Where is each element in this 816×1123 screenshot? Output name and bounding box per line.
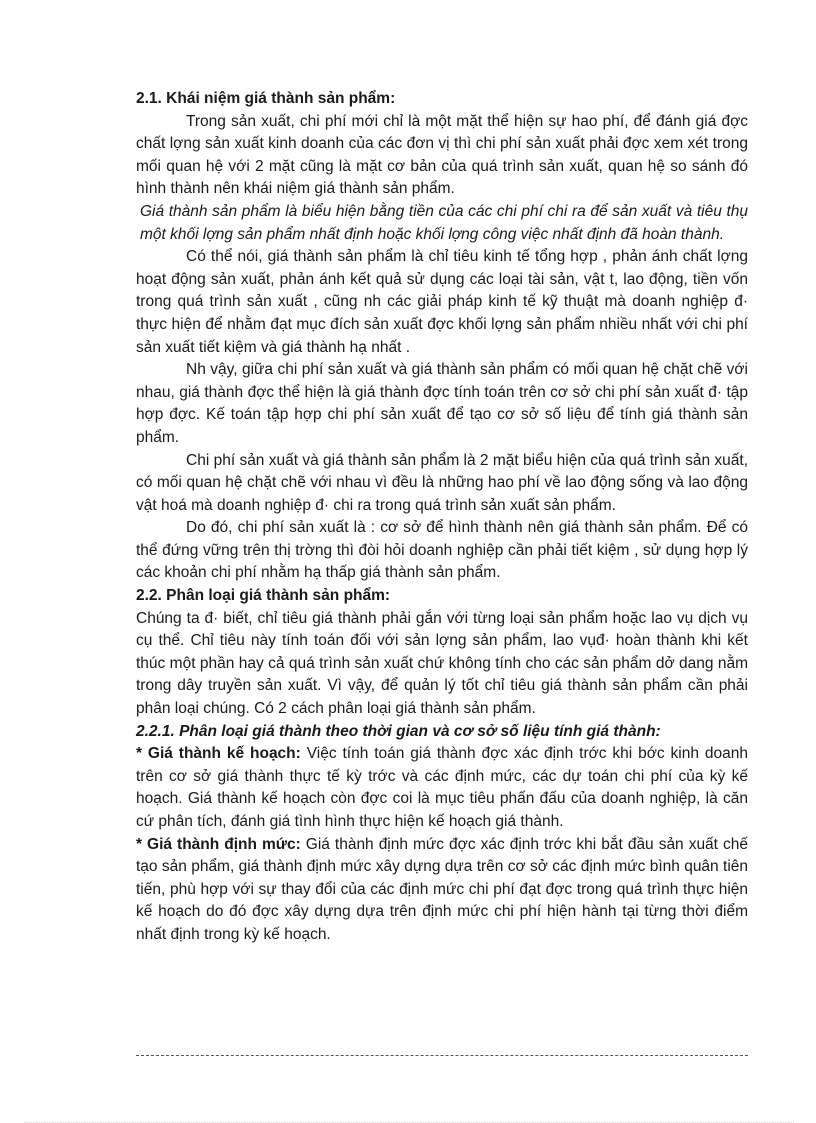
- term-label: * Giá thành định mức:: [136, 835, 301, 853]
- section-heading-2-1: 2.1. Khái niệm giá thành sản phẩm:: [136, 90, 396, 107]
- paragraph: Do đó, chi phí sản xuất là : cơ sở để hình thành nên giá thành sản phẩm. Để có thể đứng vững trên thị trờng thì đòi hỏi doanh nghiệp cần phải tiết kiệm , sử dụng hợp lý các khoản chi phí nhằm hạ thấp giá thành sản phẩm.: [136, 519, 748, 582]
- term-description: Giá thành định mức đợc xác định trớc khi bắt đầu sản xuất chế tạo sản phẩm, giá thành định mức xây dựng dựa trên cơ sở các định mức bình quân tiên tiến, phù hợp với sự thay đổi của các định mức chi phí đạt đợc trong quá trình thực hiện kế hoạch do đó đợc xây dựng dựa trên định mức chi phí hiện hành tại từng thời điểm nhất định trong kỳ kế hoạch.: [136, 835, 748, 943]
- list-item-planned-cost: [136, 743, 748, 833]
- footer-divider: [136, 1055, 748, 1056]
- paragraph: Chúng ta đ· biết, chỉ tiêu giá thành phải gắn với từng loại sản phẩm hoặc lao vụ dịch vụ cụ thể. Chỉ tiêu này tính toán đối với sản lợng sản phẩm, lao vụđ· hoàn thành khi kết thúc một phần hay cả quá trình sản xuất chứ không tính cho các sản phẩm dở dang nằm trong dây truyền sản xuất. Vì vậy, để quản lý tốt chỉ tiêu giá thành sản phẩm cần phải phân loại chúng. Có 2 cách phân loại giá thành sản phẩm.: [136, 609, 748, 718]
- section-heading-2-2: 2.2. Phân loại giá thành sản phẩm:: [136, 587, 391, 605]
- document-body: [136, 88, 748, 947]
- term-label: * Giá thành kế hoạch:: [136, 745, 301, 763]
- list-item-standard-cost: [136, 834, 748, 947]
- paragraph: Có thể nói, giá thành sản phẩm là chỉ tiêu kinh tế tổng hợp , phản ánh chất lợng hoạt động sản xuất, phản ánh kết quả sử dụng các loại tài sản, vật t, lao động, tiền vốn trong quá trình sản xuất , cũng nh các giải pháp kinh tế kỹ thuật mà doanh nghiệp đ· thực hiện để nhằm đạt mục đích sản xuất đợc khối lợng sản phẩm nhiều nhất với chi phí sản xuất tiết kiệm và giá thành hạ nhất .: [136, 248, 748, 356]
- paragraph: Chi phí sản xuất và giá thành sản phẩm là 2 mặt biểu hiện của quá trình sản xuất, có mối quan hệ chặt chẽ với nhau vì đều là những hao phí về lao động sống và lao động vật hoá mà doanh nghiệp đ· chi ra trong quá trình sản xuất sản phẩm.: [136, 451, 748, 514]
- term-description: Việc tính toán giá thành đợc xác định trớc khi bớc kinh doanh trên cơ sở giá thành thực tế kỳ trớc và các định mức, các dự toán chi phí của kỳ kế hoạch. Giá thành kế hoạch còn đợc coi là mục tiêu phấn đấu của doanh nghiệp, là căn cứ phân tích, đánh giá tình hình thực hiện kế hoạch giá thành.: [136, 745, 748, 830]
- definition-paragraph: Giá thành sản phẩm là biểu hiện bằng tiền của các chi phí chi ra để sản xuất và tiêu thụ một khối lợng sản phẩm nhất định hoặc khối lợng công việc nhất định đã hoàn thành.: [140, 202, 748, 243]
- paragraph: Nh vậy, giữa chi phí sản xuất và giá thành sản phẩm có mối quan hệ chặt chẽ với nhau, giá thành đợc thể hiện là giá thành đợc tính toán trên cơ sở chi phí sản xuất đ· tập hợp đợc. Kế toán tập hợp chi phí sản xuất để tạo cơ sở số liệu để tính giá thành sản phẩm.: [136, 361, 748, 446]
- subsection-heading-2-2-1: 2.2.1. Phân loại giá thành theo thời gian và cơ sở số liệu tính giá thành:: [136, 722, 661, 740]
- paragraph: Trong sản xuất, chi phí mới chỉ là một mặt thể hiện sự hao phí, để đánh giá đợc chất lợng sản xuất kinh doanh của các đơn vị thì chi phí sản xuất phải đợc xem xét trong mối quan hệ với 2 mặt cũng là mặt cơ bản của quá trình sản xuất, quan hệ so sánh đó hình thành nên khái niệm giá thành sản phẩm.: [136, 112, 748, 198]
